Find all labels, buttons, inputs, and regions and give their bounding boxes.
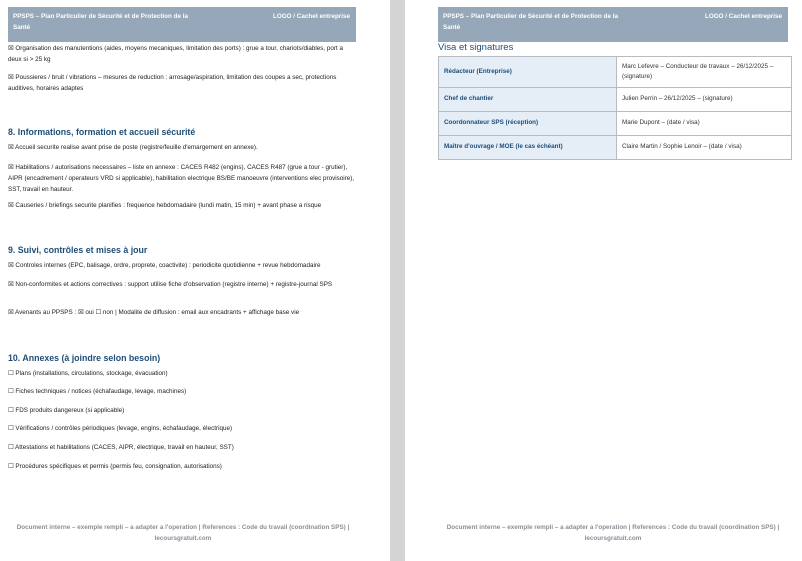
header-title: PPSPS – Plan Particulier de Sécurité et de Protection de la Santé [13,13,188,31]
page-footer: Document interne – exemple rempli – a adapter a l'operation | References : Code du travail (coordination SPS) | lecoursgratuit.com [16,524,350,542]
header-logo-placeholder: LOGO / Cachet entreprise [273,13,350,20]
sec9-item: ☒ Non-conformites et actions correctives : support utilise fiche d'observation (registre interne) + registre-journal SPS [8,281,333,288]
signature-table [438,56,792,160]
page-header [8,7,356,42]
page-header [438,7,788,42]
paragraph-poussieres: ☒ Poussieres / bruit / vibrations – mesures de reduction : arrosage/aspiration, limitation des coupes a sec, protections auditives, horaires adaptes [8,74,337,93]
sec9-item: ☒ Avenants au PPSPS : ☒ oui ☐ non | Modalite de diffusion : email aux encadrants + affichage base vie [8,309,300,316]
page-footer: Document interne – exemple rempli – a adapter a l'operation | References : Code du travail (coordination SPS) | lecoursgratuit.com [446,524,780,542]
signature-cell: Marie Dupont – (date / visa) [617,112,792,136]
table-row [439,136,792,160]
annex-item: ☐ FDS produits dangereux (si applicable) [8,407,125,414]
annex-item: ☐ Procédures spécifiques et permis (permis feu, consignation, autorisations) [8,463,222,470]
visa-section-title: Visa et signatures [438,42,514,53]
role-cell: Maître d'ouvrage / MOE (le cas échéant) [439,136,617,160]
role-cell: Coordonnateur SPS (réception) [439,112,617,136]
section-8-title: 8. Informations, formation et accueil sécurité [8,127,196,137]
role-cell: Rédacteur (Entreprise) [439,57,617,88]
page-left [0,0,390,561]
table-row [439,88,792,112]
signature-cell: Claire Martin / Sophie Lenoir – (date / visa) [617,136,792,160]
sec8-item: ☒ Causeries / briefings securite planifies : frequence hebdomadaire (lundi matin, 15 min) + avant phase a risque [8,202,322,209]
header-logo-placeholder: LOGO / Cachet entreprise [705,13,782,20]
table-row [439,57,792,88]
annex-item: ☐ Plans (installations, circulations, stockage, évacuation) [8,370,168,377]
role-cell: Chef de chantier [439,88,617,112]
paragraph-manutentions: ☒ Organisation des manutentions (aides, moyens mecaniques, limitation des ports) : grue a tour, chariots/diables, port a deux si > 25 kg [8,45,344,64]
section-9-title: 9. Suivi, contrôles et mises à jour [8,245,148,255]
section-10-title: 10. Annexes (à joindre selon besoin) [8,353,161,363]
signature-cell: Julien Perrin – 26/12/2025 – (signature) [617,88,792,112]
table-row [439,112,792,136]
sec8-item: ☒ Habilitations / autorisations necessaires – liste en annexe : CACES R482 (engins), CACES R487 (grue a tour - grutier), AIPR (encadrement / operateurs VRD si applicable), habilitation electrique BS/BE manoeuvre (interventions elec provisoire), SST, travail en hauteur. [8,164,355,194]
page-right [405,0,802,561]
signature-cell: Marc Lefevre – Conducteur de travaux – 26/12/2025 – (signature) [617,57,792,88]
header-title: PPSPS – Plan Particulier de Sécurité et de Protection de la Santé [443,13,618,31]
annex-item: ☐ Fiches techniques / notices (échafaudage, levage, machines) [8,388,187,395]
annex-item: ☐ Vérifications / contrôles périodiques (levage, engins, échafaudage, électrique) [8,425,233,432]
sec8-item: ☒ Accueil securite realise avant prise de poste (registre/feuille d'emargement en annexe). [8,144,258,151]
sec9-item: ☒ Controles internes (EPC, balisage, ordre, proprete, coactivite) : periodicite quotidienne + revue hebdomadaire [8,262,321,269]
annex-item: ☐ Attestations et habilitations (CACES, AIPR, électrique, travail en hauteur, SST) [8,444,234,451]
